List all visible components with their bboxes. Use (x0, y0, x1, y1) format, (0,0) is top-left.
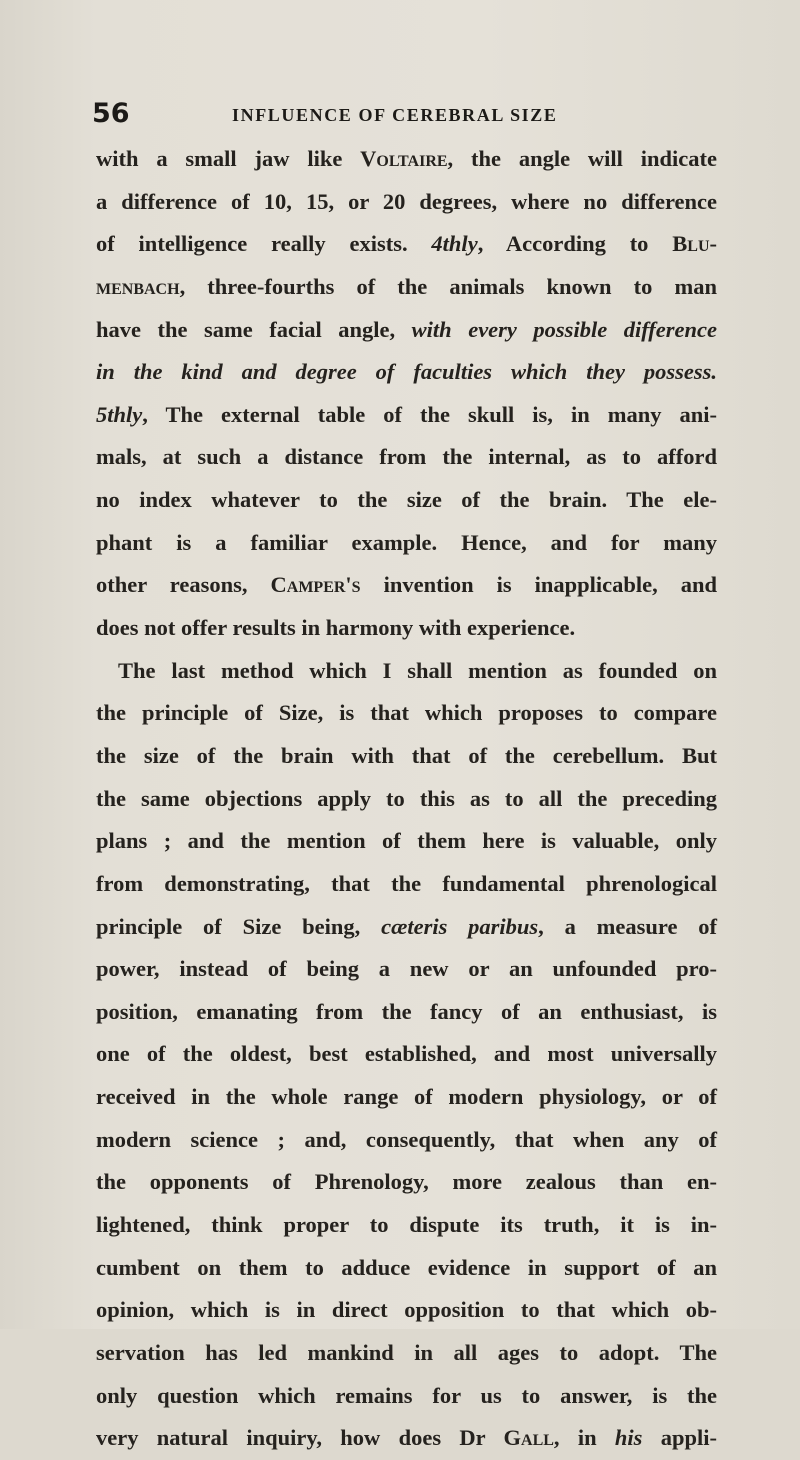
text-line: from demonstrating, that the fundamental phrenological (96, 870, 717, 896)
text-line: with a small jaw like Voltaire, the angle will indicate (96, 146, 717, 171)
text-line: in the kind and degree of faculties which they possess. (96, 359, 717, 385)
text-line: the principle of Size, is that which proposes to compare (96, 700, 717, 726)
text-line: 5thly, The external table of the skull is, in many ani- (96, 401, 717, 427)
text-line: received in the whole range of modern physiology, or of (96, 1084, 717, 1110)
running-head: INFLUENCE OF CEREBRAL SIZE (232, 105, 558, 125)
text-line: a difference of 10, 15, or 20 degrees, where no difference (96, 188, 717, 214)
text-line: phant is a familiar example. Hence, and for many (96, 529, 717, 555)
text-line: power, instead of being a new or an unfounded pro- (96, 956, 717, 982)
text-line: cumbent on them to adduce evidence in support of an (96, 1254, 717, 1280)
body-text (96, 138, 717, 1460)
text-line: opinion, which is in direct opposition to that which ob- (96, 1297, 717, 1323)
text-line: the opponents of Phrenology, more zealous than en- (96, 1169, 717, 1195)
text-line: menbach, three-fourths of the animals known to man (96, 273, 717, 299)
text-line: the same objections apply to this as to all the preceding (96, 785, 717, 811)
text-line: other reasons, Camper's invention is inapplicable, and (96, 572, 717, 598)
text-line: servation has led mankind in all ages to adopt. The (96, 1339, 717, 1365)
text-line: one of the oldest, best established, and most universally (96, 1041, 717, 1067)
page-number: 56 (92, 98, 130, 129)
text-line: have the same facial angle, with every possible difference (96, 316, 717, 342)
text-line: very natural inquiry, how does Dr Gall, in his appli- (96, 1425, 718, 1451)
text-line: The last method which I shall mention as founded on (118, 657, 717, 683)
text-line: modern science ; and, consequently, that when any of (96, 1126, 717, 1152)
page-header (86, 96, 726, 132)
text-line: no index whatever to the size of the brain. The ele- (96, 487, 717, 513)
text-line: does not offer results in harmony with experience. (96, 615, 576, 641)
text-line: lightened, think proper to dispute its truth, it is in- (96, 1212, 717, 1238)
text-line: position, emanating from the fancy of an enthusiast, is (96, 998, 717, 1024)
text-line: principle of Size being, cæteris paribus, a measure of (96, 913, 718, 939)
text-line: mals, at such a distance from the internal, as to afford (96, 444, 717, 470)
text-line: only question which remains for us to answer, is the (96, 1382, 717, 1408)
text-line: plans ; and the mention of them here is valuable, only (96, 828, 717, 854)
text-line: of intelligence really exists. 4thly, According to Blu- (96, 231, 717, 257)
text-line: the size of the brain with that of the cerebellum. But (96, 742, 717, 768)
